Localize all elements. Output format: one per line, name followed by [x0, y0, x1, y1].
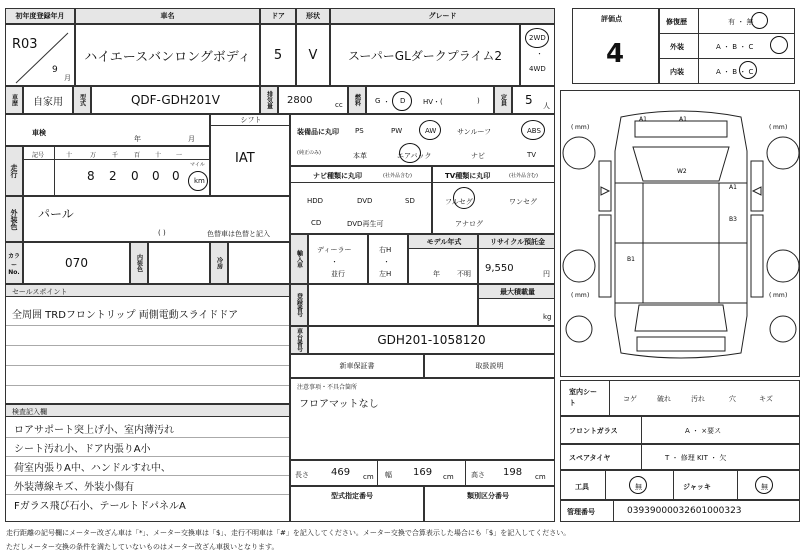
diagram-mm-4: mm	[773, 292, 785, 299]
notes-label: 注意事項・不具合箇所	[297, 384, 358, 391]
footer-line-1: 走行距離の記号欄にメーター改ざん車は「*」、メーター交換車は「$」、走行不明車は「#」を記入してください。メーター交換で合算表示した場合にも「$」を記入してください。	[6, 529, 571, 537]
inspection-notes-label: 検査記入欄	[12, 408, 47, 416]
import-label: 輸入車	[290, 234, 308, 284]
svg-text:): )	[785, 124, 788, 131]
import-parallel: 並行	[331, 270, 345, 278]
drive-2wd: 2WD	[529, 34, 546, 42]
drive-cell: 2WD ・ 4WD	[520, 24, 555, 86]
mark-b3: B3	[729, 216, 737, 223]
color-cell	[23, 196, 290, 242]
equip-abs: ABS	[527, 127, 541, 135]
reg-era: R03	[12, 37, 38, 52]
model-value: QDF-GDH201V	[91, 86, 260, 114]
navi-dvd: DVD	[357, 197, 373, 205]
navi-sub: (社外品含む)	[383, 173, 412, 179]
repair-none-circle	[751, 12, 768, 29]
digit-hyaku: 0	[131, 169, 139, 183]
reg-month-unit: 月	[64, 74, 71, 82]
width-value: 169	[413, 467, 433, 478]
height-value: 198	[503, 467, 523, 478]
model-year-label: モデル年式	[409, 235, 478, 249]
seat-koge: コゲ	[623, 395, 637, 403]
seat-yabure: 破れ	[657, 395, 671, 403]
spare-label: スペアタイヤ	[569, 454, 611, 462]
km-circle	[188, 171, 208, 191]
fuel-close: )	[477, 97, 480, 105]
body-shape: V	[296, 24, 330, 86]
equip-aw-circle	[419, 120, 441, 140]
equip-ps: PS	[355, 127, 364, 135]
color-value: パール	[38, 207, 74, 221]
exterior-label: 外装	[670, 43, 684, 51]
seat-ana: 穴	[729, 395, 736, 403]
dims-cell	[290, 460, 555, 486]
fuel-hv: HV・(	[423, 98, 443, 106]
seat-kizu: キズ	[759, 395, 773, 403]
displacement-label: 排気量	[260, 86, 278, 114]
length-cm: cm	[363, 473, 374, 481]
svg-text:): )	[587, 124, 590, 131]
inspection-notes-cell	[5, 404, 290, 522]
svg-text:): )	[587, 292, 590, 299]
new-car-warranty: 新車保証書	[290, 354, 424, 378]
sales-text: 全周囲 TRDフロントリップ 両側電動スライドドア	[12, 310, 239, 321]
digit-man: 8	[87, 169, 95, 183]
tv-oneseg: ワンセグ	[509, 198, 537, 206]
equip-airbag-circle	[399, 143, 421, 163]
first-reg-cell	[5, 24, 75, 86]
max-load-cell	[478, 284, 555, 326]
height-cm: cm	[535, 473, 546, 481]
interior-color-value	[148, 242, 210, 284]
equip-navi: ナビ	[471, 152, 485, 160]
manual: 取扱説明	[424, 354, 555, 378]
color-paren: ( )	[158, 229, 166, 237]
mileage-cell	[23, 146, 210, 196]
jack-value: 無	[761, 483, 768, 491]
dealer-cell: ディーラー ・ 並行	[308, 234, 368, 284]
score-cell	[572, 8, 659, 84]
class-no-label: 類別区分番号	[467, 492, 509, 500]
repair-value: 有 ・ 無	[728, 18, 754, 26]
svg-text:(: (	[769, 292, 772, 299]
unit-ten-man: 十	[66, 152, 73, 159]
unit-juu: 十	[155, 152, 162, 159]
inspection-year: 年	[134, 135, 141, 143]
seat-row	[560, 380, 800, 416]
fuel-cell: G ・ D HV・( )	[366, 86, 494, 114]
import-dealer: ディーラー	[317, 246, 352, 254]
width-cm: cm	[443, 473, 454, 481]
handle-cell: 右H ・ 左H	[368, 234, 408, 284]
navi-hdd: HDD	[307, 197, 324, 205]
tv-analog: アナログ	[455, 220, 483, 228]
tv-label: TV種類に丸印	[445, 172, 491, 180]
km-label: km	[194, 177, 205, 185]
import-right-h: 右H	[379, 246, 392, 254]
model-label: 型式	[73, 86, 91, 114]
notes-text: フロアマットなし	[299, 399, 379, 410]
shift-value: IAT	[235, 151, 255, 166]
car-name-label: 車名	[75, 8, 260, 24]
fuel-label: 燃料	[348, 86, 366, 114]
note-line-4: 外装薄線キズ、外装小傷有	[14, 482, 135, 493]
equip-airbag: エアバック	[397, 152, 432, 160]
car-diagram-svg	[561, 91, 800, 377]
equipment-cell	[290, 114, 555, 166]
spare-row	[560, 444, 800, 470]
sales-cell	[5, 284, 290, 404]
recycle-value: 9,550	[485, 263, 514, 274]
svg-text:(: (	[571, 124, 574, 131]
tv-fullseg: フルセグ	[445, 198, 473, 206]
navi-dvd-play: DVD再生可	[347, 220, 384, 228]
mgmt-value: 03939000032601000323	[627, 506, 742, 516]
equip-leather: 本革	[353, 152, 367, 160]
fuel-g: G	[375, 97, 381, 105]
exterior-value: A ・ B ・ C	[716, 43, 754, 51]
mark-a1-front-left: A1	[639, 116, 647, 123]
exterior-c-circle	[770, 36, 788, 54]
tools-row	[560, 470, 800, 500]
jack-label: ジャッキ	[683, 483, 711, 491]
max-load-label: 最大積載量	[479, 285, 555, 299]
shift-cell	[210, 114, 290, 196]
digit-ichi: 0	[172, 169, 180, 183]
type-spec-cell	[290, 486, 424, 522]
door-label: ドア	[260, 8, 296, 24]
length-value: 469	[331, 467, 351, 478]
inspection-label: 車検	[32, 129, 46, 137]
mgmt-row	[560, 500, 800, 522]
color-note: 色替車は色替と記入	[207, 230, 270, 238]
model-year-cell	[408, 234, 478, 284]
reg-no-value	[308, 284, 478, 326]
unit-hyaku: 百	[134, 152, 141, 159]
type-spec-label: 型式指定番号	[331, 492, 373, 500]
interior-color-label: 内装色	[130, 242, 148, 284]
interior-b-circle	[739, 61, 757, 79]
car-name: ハイエースバンロングボディ	[75, 24, 260, 86]
seat-yogore: 汚れ	[691, 395, 705, 403]
cc-unit: cc	[335, 101, 343, 109]
unit-man: 万	[90, 152, 97, 159]
capacity-cell	[512, 86, 555, 114]
seat-label: 室内シート	[569, 388, 597, 407]
height-label: 高さ	[471, 471, 485, 479]
score-value: 4	[606, 39, 625, 69]
navi-cell	[290, 166, 432, 234]
mark-a1-side: A1	[729, 184, 737, 191]
jack-none-circle	[755, 476, 773, 494]
recycle-label: リサイクル預託金	[479, 235, 555, 249]
tv-cell	[432, 166, 555, 234]
inspection-month: 月	[188, 135, 195, 143]
tools-label: 工具	[575, 483, 589, 491]
tv-fullseg-circle	[453, 187, 475, 209]
digit-juu: 0	[152, 169, 160, 183]
note-line-1: ロアサポート突上げ小、室内薄汚れ	[14, 425, 174, 436]
digit-sen: 2	[109, 169, 117, 183]
recycle-yen: 円	[543, 270, 550, 278]
note-line-5: Fガラス飛び石小、テールトドパネルA	[14, 501, 186, 512]
glass-label: フロントガラス	[569, 427, 618, 435]
unit-ichi: 一	[176, 152, 183, 159]
width-label: 幅	[385, 471, 392, 479]
class-no-cell	[424, 486, 555, 522]
diagram-mm-1: mm	[575, 124, 587, 131]
tools-value: 無	[635, 483, 642, 491]
displacement-cell	[278, 86, 348, 114]
interior-label: 内装	[670, 68, 684, 76]
mark-b1: B1	[627, 256, 635, 263]
sales-label: セールスポイント	[12, 288, 68, 296]
color-label: 外装色	[5, 196, 23, 242]
mark-a1-front-right: A1	[679, 116, 687, 123]
inspection-cell	[5, 114, 210, 146]
max-load-kg: kg	[543, 313, 552, 321]
grade-value: スーパーGLダークプライム2	[330, 24, 520, 86]
model-year-unknown: 不明	[457, 270, 471, 278]
score-label: 評価点	[601, 15, 622, 23]
equip-pw: PW	[391, 127, 403, 135]
fuel-d-circle	[392, 91, 412, 111]
mgmt-label: 管理番号	[567, 508, 595, 516]
navi-label: ナビ種類に丸印	[313, 172, 362, 180]
equip-aw: AW	[425, 127, 437, 135]
svg-text:): )	[785, 292, 788, 299]
grade-label: グレード	[330, 8, 555, 24]
spare-value: T ・ 修理 KIT ・ 欠	[665, 454, 727, 462]
capacity-value: 5	[525, 93, 533, 107]
interior-value: A ・ B ・ C	[716, 68, 754, 76]
person-unit: 人	[543, 102, 550, 110]
import-left-h: 左H	[379, 270, 392, 278]
navi-cd: CD	[311, 219, 322, 227]
reg-no-label: 登録番号	[290, 284, 308, 326]
frame-label: 車台番号	[290, 326, 308, 354]
equip-tv: TV	[527, 151, 537, 159]
note-line-2: シート汚れ小、ドア内張りA小	[14, 444, 151, 455]
equip-abs-circle	[521, 120, 545, 140]
displacement-value: 2800	[287, 95, 313, 106]
notes-cell	[290, 378, 555, 460]
equipment-label: 装備品に丸印	[297, 128, 339, 136]
first-reg-label: 初年度登録年月	[5, 8, 75, 24]
color-no-label: カラーNo.	[5, 242, 23, 284]
length-label: 長さ	[295, 471, 309, 479]
reg-month: 9	[52, 65, 58, 75]
note-line-3: 荷室内張りA中、ハンドルすれ中、	[14, 463, 171, 474]
drive-4wd: 4WD	[529, 65, 546, 73]
door-count: 5	[260, 24, 296, 86]
model-year-unit: 年	[433, 270, 440, 278]
condition-cell	[659, 8, 795, 84]
color-no-value: 070	[23, 242, 130, 284]
footer-line-2: ただしメーター交換の条件を満たしていないものはメーター改ざん車扱いとなります。	[6, 543, 279, 551]
mileage-label: 走行	[5, 146, 23, 196]
history-label: 車歴	[5, 86, 23, 114]
svg-text:(: (	[769, 124, 772, 131]
tools-none-circle	[629, 476, 647, 494]
mile-label: マイル	[190, 162, 205, 168]
tv-sub: (社外品含む)	[509, 173, 538, 179]
navi-sd: SD	[405, 197, 415, 205]
equip-sunroof: サンルーフ	[457, 128, 492, 136]
repair-label: 修復歴	[666, 18, 687, 26]
cold-value	[228, 242, 290, 284]
usage-value: 自家用	[23, 86, 73, 114]
drive-2wd-circle	[525, 28, 549, 48]
diagram-mm-2: mm	[773, 124, 785, 131]
fuel-d: D	[400, 97, 406, 105]
capacity-label: 定員	[494, 86, 512, 114]
svg-text:(: (	[571, 292, 574, 299]
glass-value: A ・ ×要ス	[685, 427, 722, 435]
glass-row	[560, 416, 800, 444]
mileage-symbol-label: 記号	[32, 152, 45, 159]
frame-value: GDH201-1058120	[308, 326, 555, 354]
mark-w2: W2	[677, 168, 687, 175]
equipment-sub: (純正のみ)	[297, 150, 321, 156]
unit-sen: 千	[112, 152, 119, 159]
recycle-cell	[478, 234, 555, 284]
diagram-mm-3: mm	[575, 292, 587, 299]
car-diagram	[560, 90, 800, 377]
cold-label: 冷房	[210, 242, 228, 284]
shift-label: シフト	[240, 116, 262, 124]
shape-label: 形状	[296, 8, 330, 24]
